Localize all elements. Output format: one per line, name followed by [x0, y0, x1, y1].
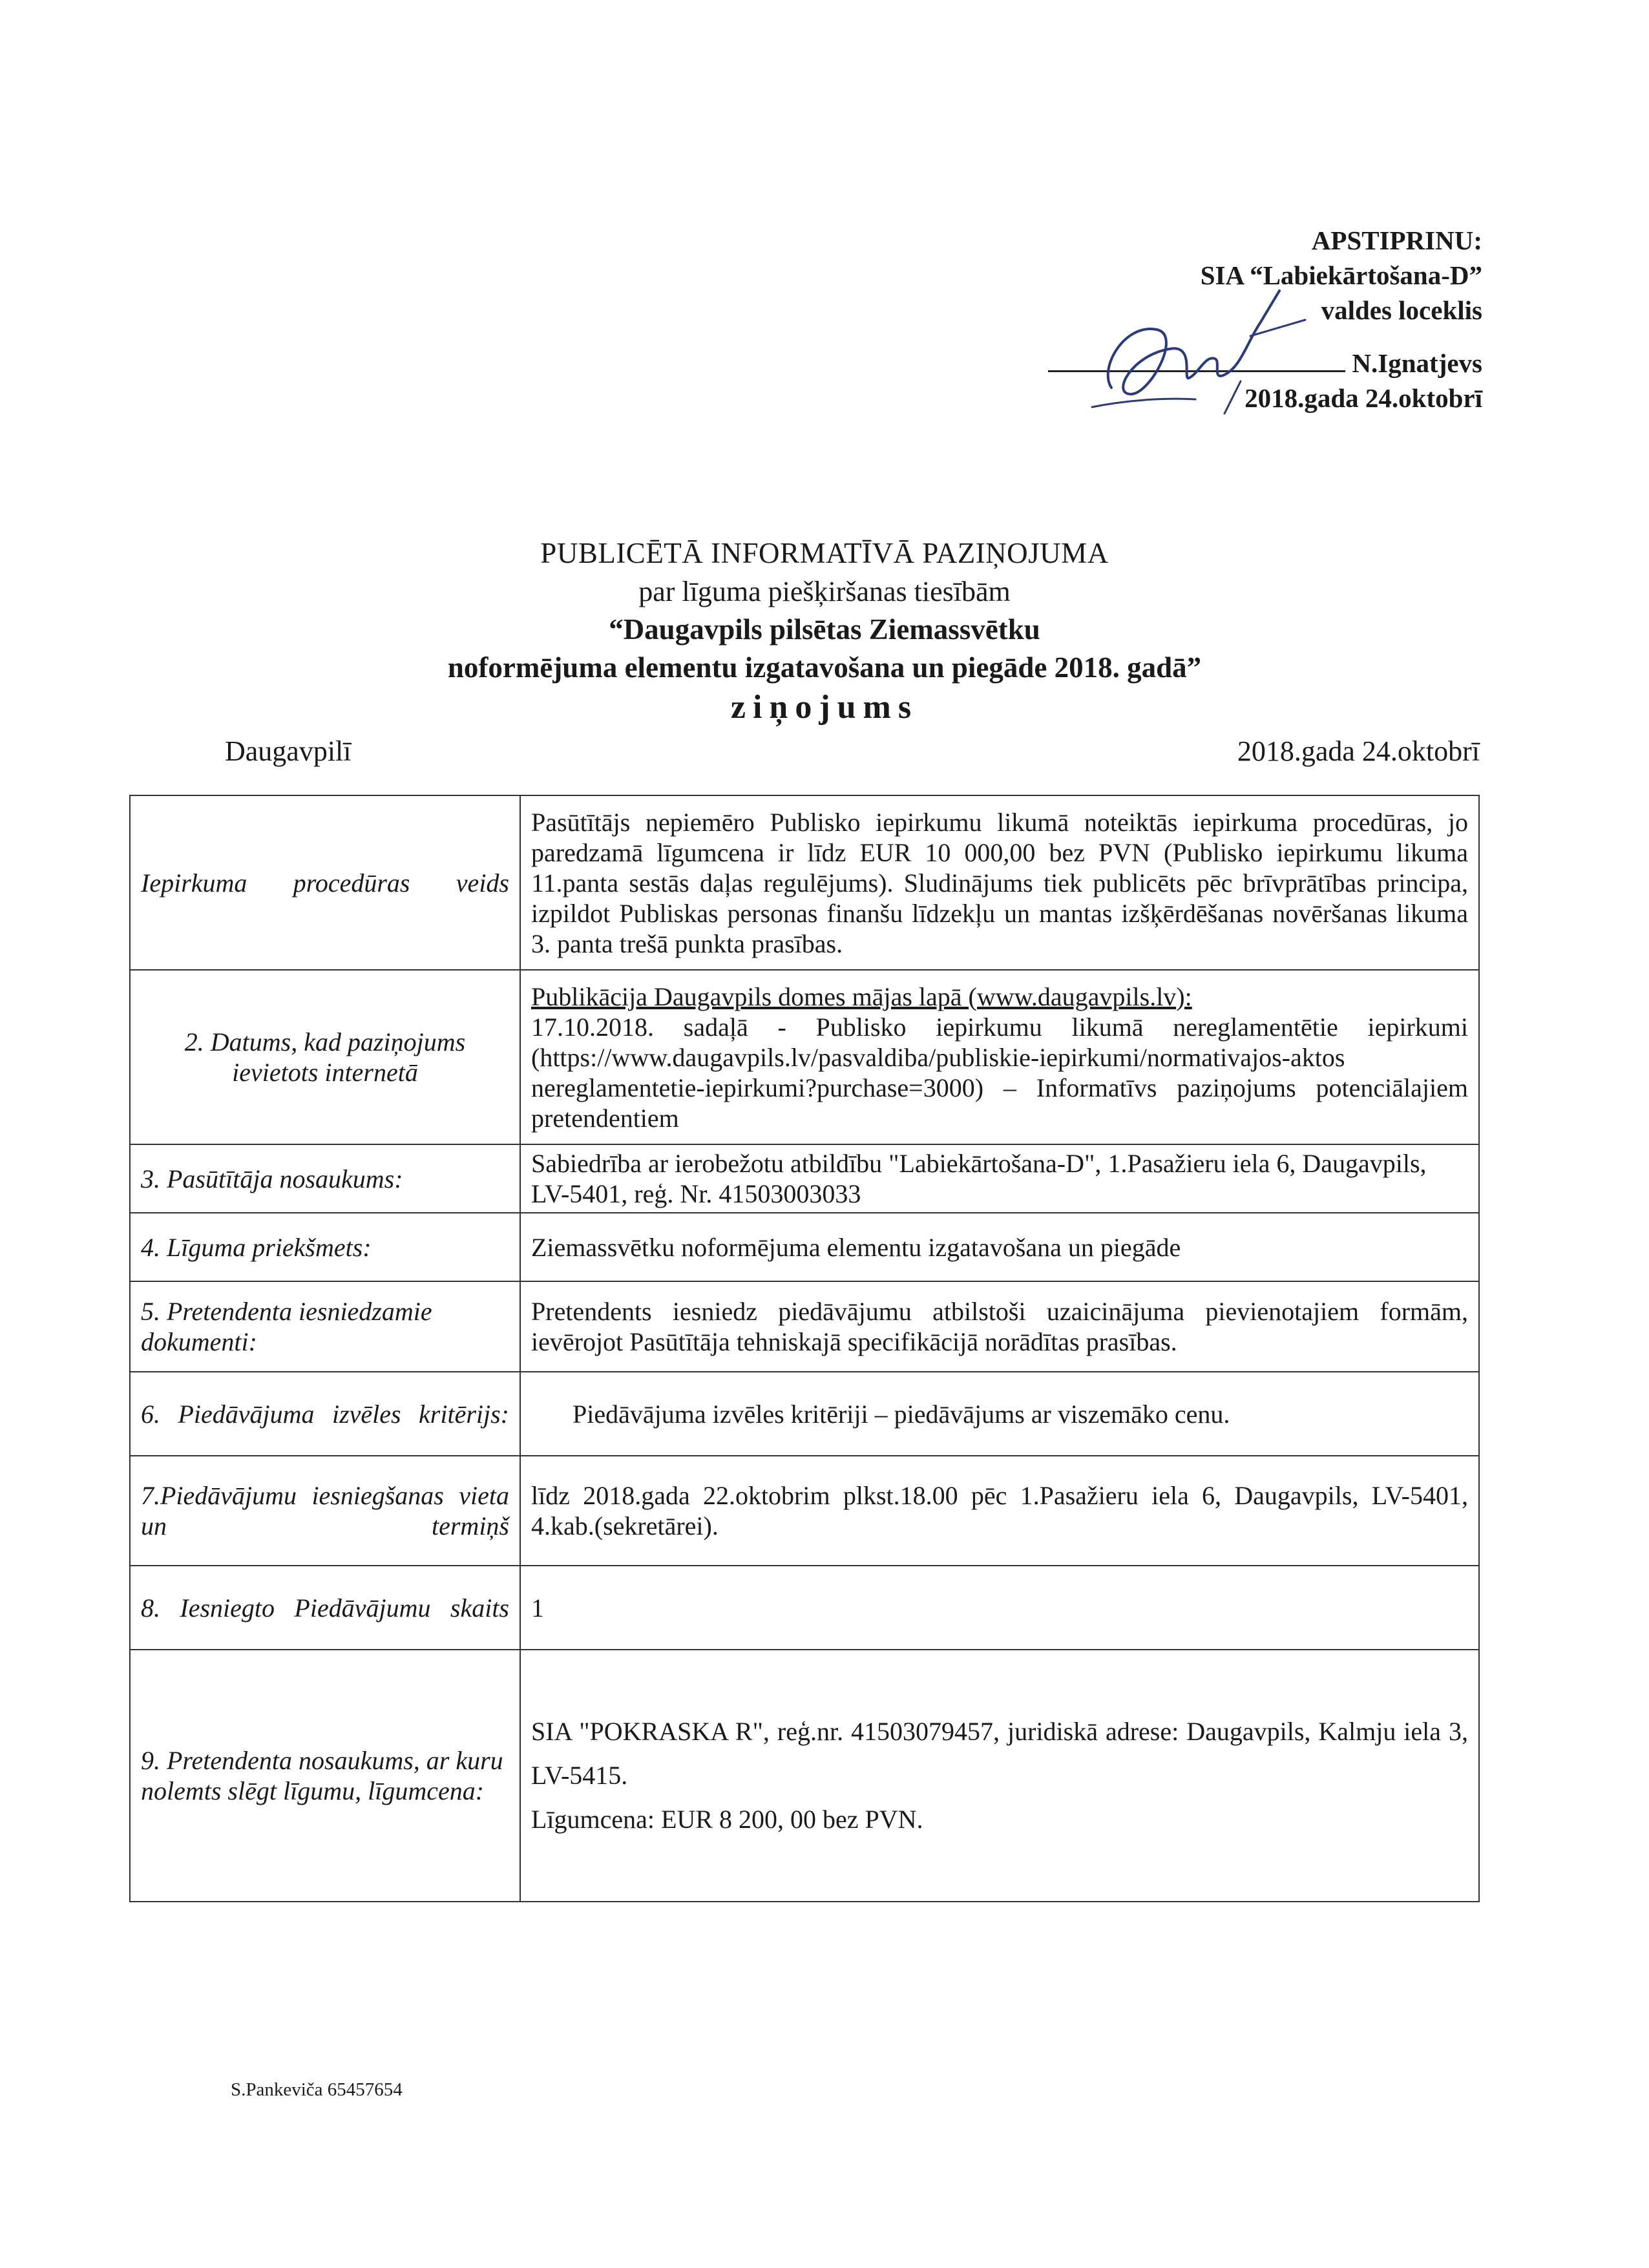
contract-price: Līgumcena: EUR 8 200, 00 bez PVN.: [531, 1805, 923, 1834]
publication-details: 17.10.2018. sadaļā - Publisko iepirkumu likumā nereglamentētie iepirkumi (https://www.daugavpils.lv/pasvaldiba/publiskie-iepirkumi/normativajos-aktos nereglamentetie-iepirkumi?purchase=3000) – Informatīvs paziņojums potenciālajiem pretendentiem: [531, 1012, 1468, 1133]
table-row: [130, 1372, 1479, 1456]
publication-source: Publikācija Daugavpils domes mājas lapā (www.daugavpils.lv):: [531, 982, 1192, 1011]
row-value: Piedāvājuma izvēles kritēriji – piedāvājums ar viszemāko cenu.: [520, 1372, 1479, 1456]
row-value: līdz 2018.gada 22.oktobrim plkst.18.00 pēc 1.Pasažieru iela 6, Daugavpils, LV-5401, 4.kab.(sekretārei).: [520, 1456, 1479, 1566]
row-value: Pasūtītājs nepiemēro Publisko iepirkumu likumā noteiktās iepirkuma procedūras, jo paredzamā līgumcena ir līdz EUR 10 000,00 bez PVN (Publisko iepirkumu likuma 11.panta sestās daļas regulējums). Sludinājums tiek publicēts pēc brīvprātības principa, izpildot Publiskas personas finanšu līdzekļu un mantas izšķērdēšanas novēršanas likuma 3. panta trešā punkta prasības.: [520, 795, 1479, 970]
row-label: 2. Datums, kad paziņojums ievietots internetā: [130, 970, 520, 1144]
row-value: Sabiedrība ar ierobežotu atbildību "Labiekārtošana-D", 1.Pasažieru iela 6, Daugavpils, LV-5401, reģ. Nr. 41503003033: [520, 1144, 1479, 1213]
row-label: 8. Iesniegto Piedāvājumu skaits: [130, 1566, 520, 1650]
row-label: 6. Piedāvājuma izvēles kritērijs:: [130, 1372, 520, 1456]
approval-signer: N.Ignatjevs: [1352, 348, 1482, 378]
row-value: [520, 970, 1479, 1144]
doc-title-report: ziņojums: [730, 689, 919, 726]
table-row: [130, 1566, 1479, 1650]
approval-position: valdes loceklis: [1321, 295, 1482, 325]
row-label: 9. Pretendenta nosaukums, ar kuru nolemts slēgt līgumu, līgumcena:: [130, 1650, 520, 1902]
table-row: [130, 1213, 1479, 1281]
approval-date: 2018.gada 24.oktobrī: [1245, 383, 1482, 413]
table-row: [130, 1281, 1479, 1372]
doc-title-line1: PUBLICĒTĀ INFORMATĪVĀ PAZIŅOJUMA: [540, 537, 1109, 569]
handwritten-signature: [1086, 284, 1331, 439]
place-name: Daugavpilī: [225, 735, 352, 767]
winner-details: SIA "POKRASKA R", reģ.nr. 41503079457, juridiskā adrese: Daugavpils, Kalmju iela 3, LV-5415.: [531, 1717, 1468, 1790]
row-label: 4. Līguma priekšmets:: [130, 1213, 520, 1281]
table-row: [130, 1650, 1479, 1902]
table-row: [130, 795, 1479, 970]
doc-title-line4: noformējuma elementu izgatavošana un piegāde 2018. gadā”: [447, 651, 1202, 684]
table-row: [130, 970, 1479, 1144]
table-row: [130, 1144, 1479, 1213]
table-row: [130, 1456, 1479, 1566]
row-value: Pretendents iesniedz piedāvājumu atbilstoši uzaicinājuma pievienotajiem formām, ievērojot Pasūtītāja tehniskajā specifikācijā norādītas prasības.: [520, 1281, 1479, 1372]
row-value: 1: [520, 1566, 1479, 1650]
row-value: [520, 1650, 1479, 1902]
approval-company: SIA “Labiekārtošana-D”: [1200, 260, 1482, 290]
report-date: 2018.gada 24.oktobrī: [1237, 735, 1480, 767]
row-label: 7.Piedāvājumu iesniegšanas vieta un termiņš: [130, 1456, 520, 1566]
doc-title-line2: par līguma piešķiršanas tiesībām: [638, 576, 1011, 607]
row-label: 3. Pasūtītāja nosaukums:: [130, 1144, 520, 1213]
row-label: 5. Pretendenta iesniedzamie dokumenti:: [130, 1281, 520, 1372]
approval-title: APSTIPRINU:: [1311, 226, 1482, 255]
row-label: Iepirkuma procedūras veids: [130, 795, 520, 970]
footer-contact: S.Pankeviča 65457654: [231, 2079, 403, 2100]
doc-title-line3: “Daugavpils pilsētas Ziemassvētku: [609, 613, 1040, 646]
row-value: Ziemassvētku noformējuma elementu izgatavošana un piegāde: [520, 1213, 1479, 1281]
info-table: [129, 795, 1480, 1902]
